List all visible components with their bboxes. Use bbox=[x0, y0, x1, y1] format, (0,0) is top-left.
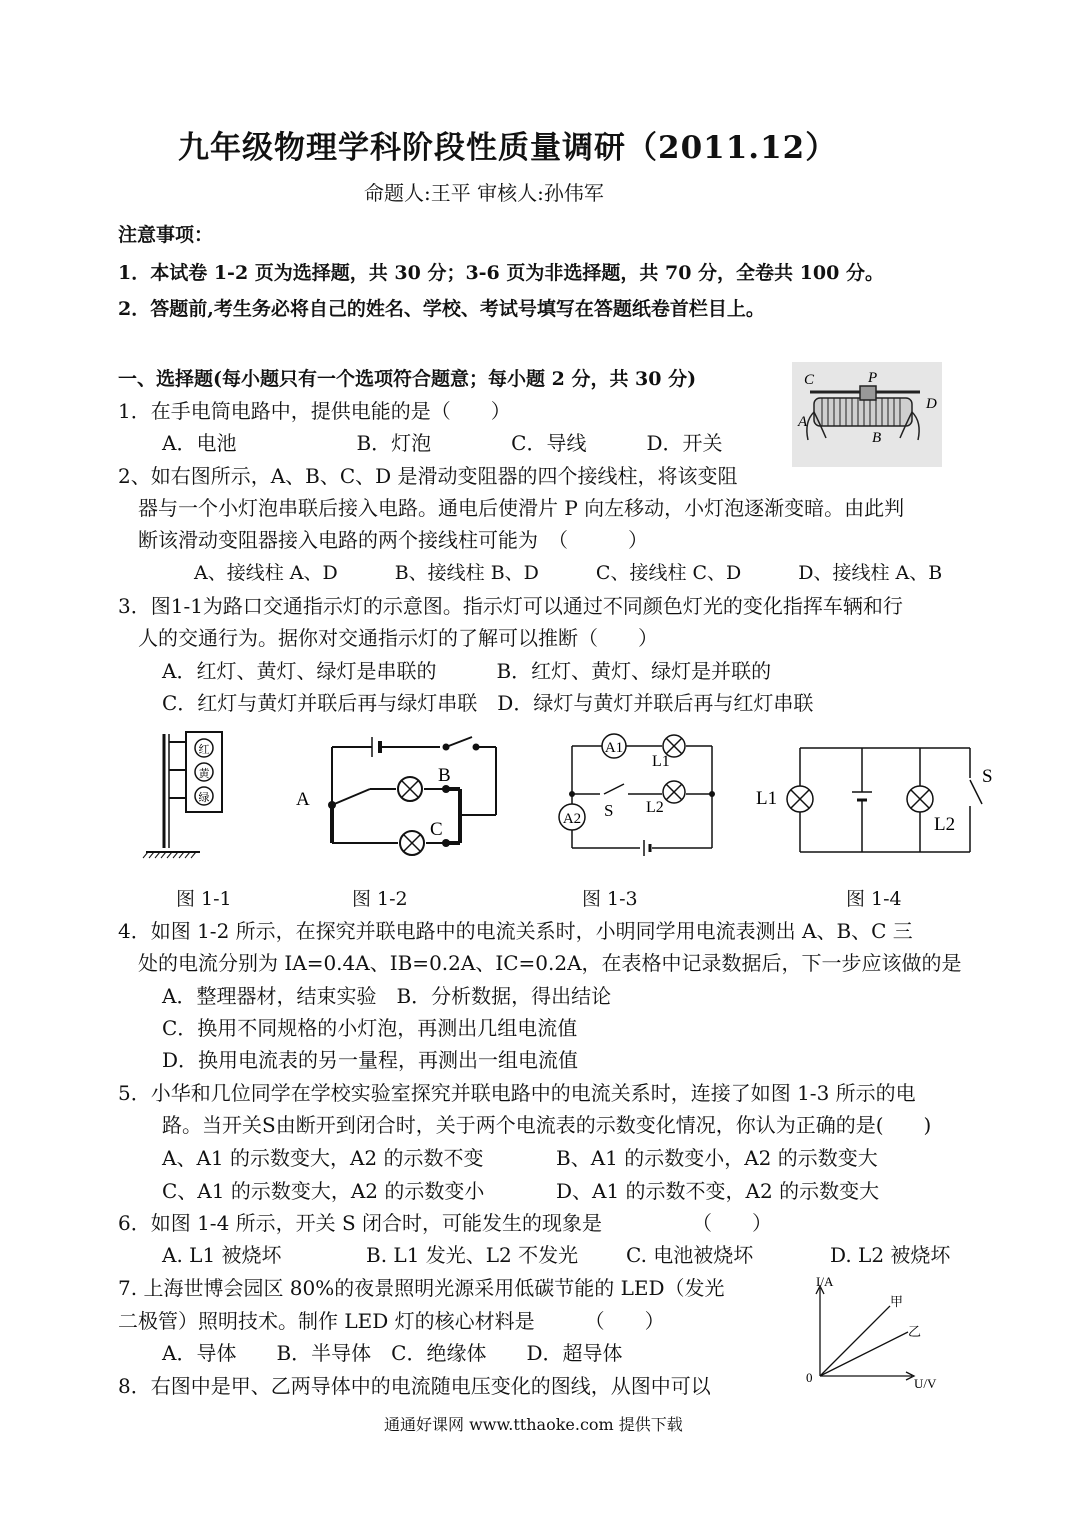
caption-fig-1-2: 图 1-2 bbox=[352, 888, 408, 910]
authors-line: 命题人:王平 审核人:孙伟军 bbox=[364, 181, 604, 205]
footer-text: 通通好课网 www.tthaoke.com 提供下载 bbox=[384, 1415, 683, 1434]
caption-fig-1-3: 图 1-3 bbox=[582, 888, 638, 910]
fig3-a2-label: A2 bbox=[562, 811, 582, 827]
fig2-label-c: C bbox=[430, 819, 443, 840]
figure-1-4 bbox=[756, 742, 1006, 860]
q2-options: A、接线柱 A、D B、接线柱 B、D C、接线柱 C、D D、接线柱 A、B bbox=[194, 562, 943, 584]
green-light-label: 绿 bbox=[198, 792, 210, 804]
notice-item-2: 2．答题前,考生务必将自己的姓名、学校、考试号填写在答题纸卷首栏目上。 bbox=[118, 298, 765, 320]
q4-option-c: C．换用不同规格的小灯泡，再测出几组电流值 bbox=[162, 1016, 578, 1040]
q4-stem: 4．如图 1-2 所示，在探究并联电路中的电流关系时，小明同学用电流表测出 A、B、C 三 bbox=[118, 919, 913, 943]
q2-stem: 2、如右图所示，A、B、C、D 是滑动变阻器的四个接线柱，将该变阻 bbox=[118, 464, 738, 488]
rheostat-figure bbox=[792, 362, 942, 467]
q6-option-d: D. L2 被烧坏 bbox=[830, 1243, 951, 1267]
caption-fig-1-1: 图 1-1 bbox=[176, 888, 232, 910]
graph-line-yi-label: 乙 bbox=[908, 1324, 922, 1339]
q3-stem-2: 人的交通行为。据你对交通指示灯的了解可以推断（ ） bbox=[138, 626, 658, 650]
rheostat-label-d: D bbox=[926, 396, 937, 412]
graph-y-label: I/A bbox=[816, 1274, 834, 1289]
q1-stem: 1．在手电筒电路中，提供电能的是（ ） bbox=[118, 399, 511, 423]
rheostat-label-b: B bbox=[872, 430, 882, 446]
rheostat-label-a: A bbox=[798, 414, 808, 430]
figure-1-1 bbox=[140, 730, 250, 860]
q4-option-d: D．换用电流表的另一量程，再测出一组电流值 bbox=[162, 1048, 579, 1072]
section-heading: 一、选择题(每小题只有一个选项符合题意；每小题 2 分，共 30 分) bbox=[118, 368, 697, 390]
q4-options-ab: A．整理器材，结束实验 B．分析数据，得出结论 bbox=[162, 984, 612, 1008]
fig3-a1-label: A1 bbox=[604, 740, 624, 756]
fig2-label-b: B bbox=[438, 765, 451, 786]
fig4-l1-label: L1 bbox=[756, 788, 778, 809]
rheostat-label-c: C bbox=[804, 372, 815, 388]
red-light-label: 红 bbox=[198, 744, 210, 756]
q2-stem-2: 器与一个小灯泡串联后接入电路。通电后使滑片 P 向左移动，小灯泡逐渐变暗。由此判 bbox=[138, 496, 905, 520]
q3-options-cd: C．红灯与黄灯并联后再与绿灯串联 D．绿灯与黄灯并联后再与红灯串联 bbox=[162, 691, 814, 715]
fig3-s-label: S bbox=[604, 801, 614, 820]
q6-option-a: A. L1 被烧坏 bbox=[162, 1243, 282, 1267]
q5-stem: 5．小华和几位同学在学校实验室探究并联电路中的电流关系时，连接了如图 1-3 所示的电 bbox=[118, 1081, 916, 1105]
graph-origin-label: 0 bbox=[806, 1370, 813, 1385]
q5-option-c: C、A1 的示数变大，A2 的示数变小 bbox=[162, 1179, 485, 1203]
q5-option-a: A、A1 的示数变大，A2 的示数不变 bbox=[162, 1146, 484, 1170]
q1-options: A．电池 B．灯泡 C．导线 D．开关 bbox=[162, 431, 723, 455]
notice-item-1: 1．本试卷 1-2 页为选择题，共 30 分；3-6 页为非选择题，共 70 分，全卷共 100 分。 bbox=[118, 262, 884, 284]
iu-graph bbox=[790, 1276, 950, 1396]
q3-options-ab: A．红灯、黄灯、绿灯是串联的 B．红灯、黄灯、绿灯是并联的 bbox=[162, 659, 772, 683]
q6-option-c: C. 电池被烧坏 bbox=[626, 1243, 754, 1267]
fig4-s-label: S bbox=[982, 766, 993, 787]
fig4-l2-label: L2 bbox=[934, 814, 956, 835]
q2-stem-3: 断该滑动变阻器接入电路的两个接线柱可能为 （ ） bbox=[138, 528, 648, 552]
page-title: 九年级物理学科阶段性质量调研（2011.12） bbox=[178, 130, 838, 166]
fig2-label-a: A bbox=[296, 789, 310, 810]
q7-stem: 7. 上海世博会园区 80%的夜景照明光源采用低碳节能的 LED（发光 bbox=[118, 1276, 725, 1300]
q7-stem-2: 二极管）照明技术。制作 LED 灯的核心材料是 （ ） bbox=[118, 1309, 665, 1333]
q5-option-d: D、A1 的示数不变，A2 的示数变大 bbox=[556, 1179, 880, 1203]
q6-stem: 6．如图 1-4 所示，开关 S 闭合时，可能发生的现象是 （ ） bbox=[118, 1211, 773, 1235]
figure-1-3 bbox=[556, 730, 726, 860]
graph-x-label: U/V bbox=[914, 1376, 937, 1391]
graph-line-jia-label: 甲 bbox=[890, 1294, 904, 1309]
rheostat-label-p: P bbox=[868, 370, 878, 386]
q5-option-b: B、A1 的示数变小，A2 的示数变大 bbox=[556, 1146, 878, 1170]
q6-option-b: B. L1 发光、L2 不发光 bbox=[366, 1243, 579, 1267]
q5-stem-2: 路。当开关S由断开到闭合时，关于两个电流表的示数变化情况，你认为正确的是( ) bbox=[162, 1113, 932, 1137]
caption-fig-1-4: 图 1-4 bbox=[846, 888, 902, 910]
fig3-l2-label: L2 bbox=[646, 799, 664, 816]
notice-heading: 注意事项： bbox=[118, 224, 214, 246]
q8-stem: 8．右图中是甲、乙两导体中的电流随电压变化的图线，从图中可以 bbox=[118, 1374, 711, 1398]
yellow-light-label: 黄 bbox=[198, 768, 210, 780]
q3-stem: 3．图1-1为路口交通指示灯的示意图。指示灯可以通过不同颜色灯光的变化指挥车辆和行 bbox=[118, 594, 903, 618]
fig3-l1-label: L1 bbox=[652, 753, 670, 770]
q4-stem-2: 处的电流分别为 IA=0.4A、IB=0.2A、IC=0.2A，在表格中记录数据后，下一步应该做的是 bbox=[138, 951, 962, 975]
q7-options: A．导体 B．半导体 C．绝缘体 D．超导体 bbox=[162, 1341, 623, 1365]
figure-1-2 bbox=[290, 735, 510, 860]
